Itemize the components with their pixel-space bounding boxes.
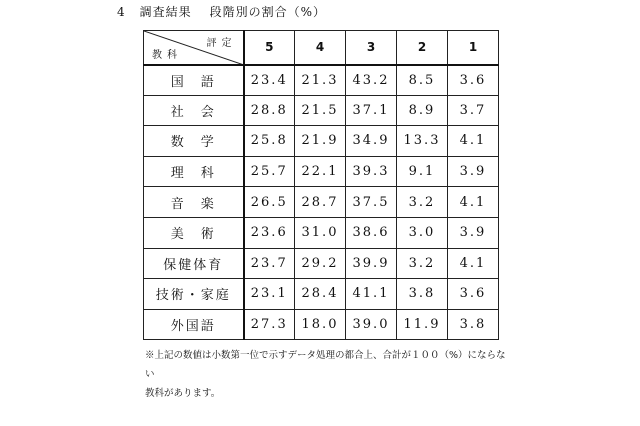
value-cell-grade-3: 38.6	[346, 217, 397, 248]
value-cell-grade-2: 8.9	[397, 95, 448, 126]
value-cell-grade-2: 3.2	[397, 248, 448, 279]
value-cell-grade-5: 26.5	[244, 187, 295, 218]
table-row	[144, 248, 499, 279]
value-cell-grade-3: 41.1	[346, 279, 397, 310]
table-row	[144, 156, 499, 187]
value-cell-grade-5: 25.7	[244, 156, 295, 187]
value-cell-grade-5: 23.6	[244, 217, 295, 248]
value-cell-grade-4: 18.0	[295, 309, 346, 340]
value-cell-grade-2: 11.9	[397, 309, 448, 340]
subject-cell: 社 会	[144, 95, 244, 126]
value-cell-grade-2: 3.0	[397, 217, 448, 248]
value-cell-grade-1: 3.8	[448, 309, 499, 340]
footnote-line-1: ※上記の数値は小数第一位で示すデータ処理の都合上、合計が１００（%）にならない	[145, 350, 506, 380]
subject-cell: 保健体育	[144, 248, 244, 279]
value-cell-grade-4: 22.1	[295, 156, 346, 187]
value-cell-grade-5: 23.1	[244, 279, 295, 310]
value-cell-grade-1: 3.6	[448, 279, 499, 310]
section-number: 4	[117, 5, 126, 19]
value-cell-grade-3: 37.5	[346, 187, 397, 218]
value-cell-grade-4: 31.0	[295, 217, 346, 248]
corner-header-cell	[144, 31, 244, 65]
column-header-4: 4	[295, 31, 346, 65]
value-cell-grade-1: 3.6	[448, 65, 499, 96]
subject-cell: 理 科	[144, 156, 244, 187]
section-title: 調査結果	[139, 5, 192, 19]
value-cell-grade-4: 21.3	[295, 65, 346, 96]
column-header-5: 5	[244, 31, 295, 65]
value-cell-grade-3: 34.9	[346, 126, 397, 157]
value-cell-grade-1: 3.9	[448, 156, 499, 187]
value-cell-grade-1: 4.1	[448, 126, 499, 157]
value-cell-grade-2: 8.5	[397, 65, 448, 96]
corner-label-evaluation: 評定	[206, 38, 237, 49]
section-heading	[117, 4, 326, 20]
value-cell-grade-2: 3.2	[397, 187, 448, 218]
value-cell-grade-5: 23.7	[244, 248, 295, 279]
column-header-2: 2	[397, 31, 448, 65]
table-body	[144, 65, 499, 340]
value-cell-grade-4: 28.4	[295, 279, 346, 310]
value-cell-grade-4: 29.2	[295, 248, 346, 279]
value-cell-grade-5: 28.8	[244, 95, 295, 126]
table-row	[144, 126, 499, 157]
value-cell-grade-5: 23.4	[244, 65, 295, 96]
table-row	[144, 309, 499, 340]
subject-cell: 国 語	[144, 65, 244, 96]
column-header-3: 3	[346, 31, 397, 65]
table-row	[144, 65, 499, 96]
subject-cell: 美 術	[144, 217, 244, 248]
subject-cell: 外国語	[144, 309, 244, 340]
subject-cell: 技術・家庭	[144, 279, 244, 310]
value-cell-grade-3: 39.3	[346, 156, 397, 187]
value-cell-grade-3: 43.2	[346, 65, 397, 96]
value-cell-grade-3: 37.1	[346, 95, 397, 126]
section-subtitle: 段階別の割合（%）	[209, 5, 327, 19]
footnote-line-2: 教科があります。	[145, 388, 221, 399]
table-row	[144, 217, 499, 248]
subject-cell: 数 学	[144, 126, 244, 157]
corner-label-subject: 教科	[152, 49, 182, 61]
table-header-row	[144, 31, 499, 65]
value-cell-grade-5: 25.8	[244, 126, 295, 157]
table-row	[144, 187, 499, 218]
value-cell-grade-2: 3.8	[397, 279, 448, 310]
value-cell-grade-1: 3.7	[448, 95, 499, 126]
value-cell-grade-4: 28.7	[295, 187, 346, 218]
value-cell-grade-2: 9.1	[397, 156, 448, 187]
value-cell-grade-4: 21.5	[295, 95, 346, 126]
value-cell-grade-2: 13.3	[397, 126, 448, 157]
table-row	[144, 95, 499, 126]
grade-distribution-table	[143, 30, 499, 340]
value-cell-grade-1: 4.1	[448, 187, 499, 218]
table-row	[144, 279, 499, 310]
value-cell-grade-1: 4.1	[448, 248, 499, 279]
value-cell-grade-1: 3.9	[448, 217, 499, 248]
subject-cell: 音 楽	[144, 187, 244, 218]
footnote	[145, 346, 515, 403]
value-cell-grade-3: 39.0	[346, 309, 397, 340]
value-cell-grade-5: 27.3	[244, 309, 295, 340]
value-cell-grade-3: 39.9	[346, 248, 397, 279]
value-cell-grade-4: 21.9	[295, 126, 346, 157]
column-header-1: 1	[448, 31, 499, 65]
